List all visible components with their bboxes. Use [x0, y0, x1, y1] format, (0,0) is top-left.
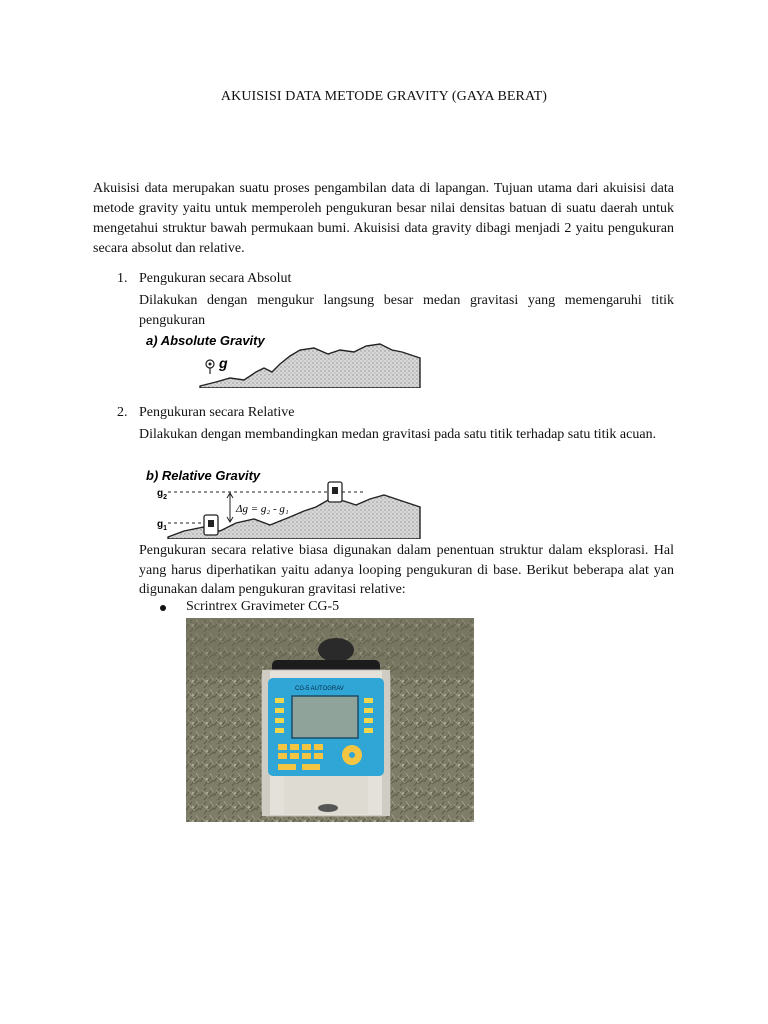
g2-subscript: 2: [163, 494, 168, 501]
g1-label: g: [157, 519, 164, 530]
terrain-profile: [200, 344, 420, 388]
svg-text:g1: [157, 519, 167, 532]
device-label: CG-5 AUTOGRAV: [295, 686, 344, 692]
gravimeter-marker-icon: [206, 360, 214, 374]
relative-gravity-caption: b) Relative Gravity: [146, 468, 261, 483]
g1-subscript: 1: [163, 525, 168, 532]
item-1-description: Dilakukan dengan mengukur langsung besar medan gravitasi yang memengaruhi titik pengukuran: [139, 293, 674, 328]
intro-paragraph: Akuisisi data merupakan suatu proses pengambilan data di lapangan. Tujuan utama dari akuisisi data metode gravity yaitu untuk memperoleh pengukuran besar nilai densitas batuan di suatu daerah untuk mengetahui struktur bawah permukaan bumi. Akuisisi data gravity dibagi menjadi 2 yaitu pengukuran secara absolut dan relative.: [93, 181, 674, 256]
relative-note-paragraph: Pengukuran secara relative biasa digunakan dalam penentuan struktur dalam eksplorasi. Hal yang harus diperhatikan yaitu adanya looping pengukuran di base. Berikut beberapa alat yan digunakan dalam pengukuran gravitasi relative:: [139, 543, 674, 597]
bullet-icon: [160, 605, 166, 611]
gravimeter-photo: [186, 618, 474, 822]
g2-label: g: [157, 488, 164, 499]
item-2-number: 2.: [117, 405, 128, 420]
absolute-gravity-figure: [144, 330, 422, 388]
document-title: AKUISISI DATA METODE GRAVITY (GAYA BERAT): [220, 89, 548, 104]
item-1-heading: Pengukuran secara Absolut: [139, 271, 292, 286]
item-1-number: 1.: [117, 271, 128, 286]
delta-g-arrow-icon: [227, 493, 233, 522]
absolute-gravity-caption: a) Absolute Gravity: [146, 333, 265, 348]
relative-gravity-figure: [144, 465, 422, 539]
bullet-item-cg5: Scrintrex Gravimeter CG-5: [186, 599, 340, 614]
gravimeter-station-icon: [328, 482, 342, 502]
gravity-symbol: g: [219, 355, 228, 371]
delta-g-formula: Δg = g₂ - g₁: [236, 503, 289, 515]
item-2-heading: Pengukuran secara Relative: [139, 405, 295, 420]
svg-text:g2: [157, 488, 167, 501]
item-2-description: Dilakukan dengan membandingkan medan gravitasi pada satu titik terhadap satu titik acuan.: [139, 427, 657, 442]
gravimeter-base-icon: [204, 515, 218, 535]
